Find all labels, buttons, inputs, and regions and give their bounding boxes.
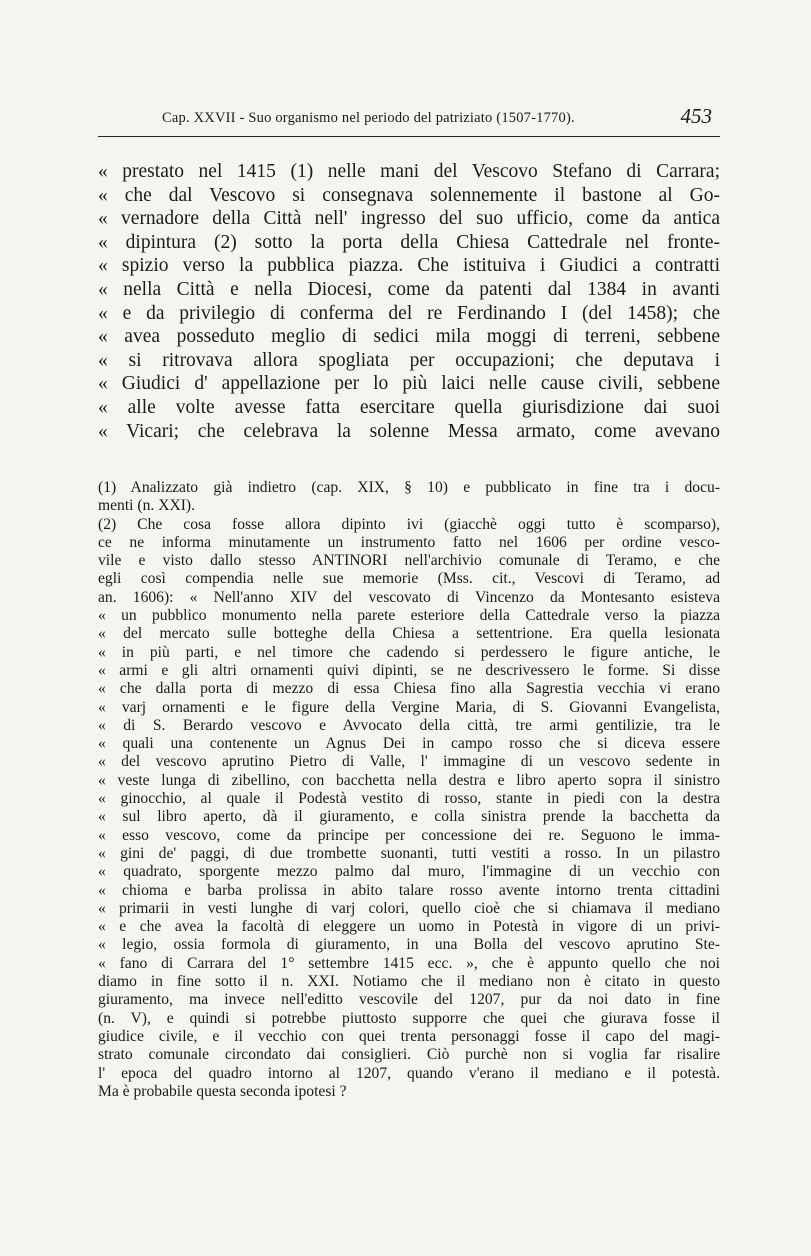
footnote-line: Ma è probabile questa seconda ipotesi ?	[98, 1082, 347, 1100]
footnote-line: « legio, ossia formola di giuramento, in una Bolla del vescovo aprutino Ste-	[98, 936, 720, 954]
footnote-line: (1) Analizzato già indietro (cap. XIX, § 10) e pubblicato in fine tra i docu-	[98, 479, 720, 496]
footnote-line: « chioma e barba prolissa in abito talare rosso avente intorno trenta cittadini	[98, 881, 720, 899]
footnote-line: « quadrato, sporgente mezzo palmo dal muro, l'immagine di un vecchio con	[98, 863, 720, 881]
footnote-line: « in più parti, e nel timore che cadendo si perdessero le figure antiche, le	[98, 643, 720, 661]
footnote-line: vile e visto dallo stesso ANTINORI nell'archivio comunale di Teramo, e che	[98, 552, 720, 570]
footnote-line: « gini de' paggi, di due trombette suonanti, tutti vestiti a rosso. In un pilastro	[98, 844, 720, 862]
footnote-line: « un pubblico monumento nella parete esteriore della Cattedrale verso la piazza	[98, 607, 720, 625]
text-line: « si ritrovava allora spogliata per occupazioni; che deputava i	[98, 349, 720, 371]
text-line: « vernadore della Città nell' ingresso del suo ufficio, come da antica	[98, 208, 720, 230]
footnote-line: « di S. Berardo vescovo e Avvocato della città, tre armi gentilizie, tra le	[98, 716, 720, 734]
footnote-line: « che dalla porta di mezzo di essa Chiesa fino alla Sagrestia vecchia vi erano	[98, 680, 720, 698]
footnote-line: « esso vescovo, come da principe per concessione dei re. Seguono le imma-	[98, 826, 720, 844]
footnote-line: giudice civile, e il vecchio con quei trenta personaggi fosse il capo del magi-	[98, 1027, 720, 1045]
text-line: « Giudici d' appellazione per lo più laici nelle cause civili, sebbene	[98, 373, 720, 395]
chapter-title: Cap. XXVII - Suo organismo nel periodo del patriziato (1507-1770).	[162, 110, 575, 126]
footnote-line: « del mercato sulle botteghe della Chiesa a settentrione. Era quella lesionata	[98, 625, 720, 643]
text-line: « alle volte avesse fatta esercitare quella giurisdizione dai suoi	[98, 396, 720, 418]
footnote-line: (2) Che cosa fosse allora dipinto ivi (giacchè oggi tutto è scomparso),	[98, 515, 720, 533]
footnote-line: « ginocchio, al quale il Podestà vestito di rosso, stante in piedi con la destra	[98, 790, 720, 808]
footnote-line: l' epoca del quadro intorno al 1207, quando v'erano il mediano e il potestà.	[98, 1064, 720, 1082]
main-text-block	[98, 160, 720, 443]
footnote-line: strato comunale circondato dai consiglieri. Ciò purchè non si voglia far risalire	[98, 1046, 720, 1064]
footnote-line: « primarii in vesti lunghe di varj colori, quello cioè che si chiamava il mediano	[98, 899, 720, 917]
footnote-line: (n. V), e quindi si potrebbe piuttosto supporre che quei che giurava fosse il	[98, 1009, 720, 1027]
text-line: « Vicari; che celebrava la solenne Messa armato, come avevano	[98, 420, 720, 442]
text-line: « avea posseduto meglio di sedici mila moggi di terreni, sebbene	[98, 326, 720, 348]
footnote-line: « quali una contenente un Agnus Dei in campo rosso che si diceva essere	[98, 735, 720, 753]
footnotes-block	[98, 479, 720, 1101]
footnote-line: « varj ornamenti e le figure della Vergine Maria, di S. Giovanni Evangelista,	[98, 698, 720, 716]
footnote-line: ce ne informa minutamente un instrumento fatto nel 1606 per ordine vesco-	[98, 533, 720, 551]
footnote-line: an. 1606): « Nell'anno XIV del vescovato di Vincenzo da Montesanto esisteva	[98, 588, 720, 606]
text-line: « e da privilegio di conferma del re Ferdinando I (del 1458); che	[98, 302, 720, 324]
footnote-line: « veste lunga di zibellino, con bacchetta nella destra e libro aperto sopra il sinistro	[98, 771, 720, 789]
text-line: « spizio verso la pubblica piazza. Che istituiva i Giudici a contratti	[98, 255, 720, 277]
footnote-line: « e che avea la facoltà di eleggere un uomo in Potestà in vigore di un privi-	[98, 918, 720, 936]
footnote-line: « sul libro aperto, dà il giuramento, e colla sinistra prende la bacchetta da	[98, 808, 720, 826]
footnote-line: egli così compendia nelle sue memorie (Mss. cit., Vescovi di Teramo, ad	[98, 570, 720, 588]
text-line: « prestato nel 1415 (1) nelle mani del Vescovo Stefano di Carrara;	[98, 161, 720, 182]
text-line: « che dal Vescovo si consegnava solennemente il bastone al Go-	[98, 184, 720, 206]
text-line: « nella Città e nella Diocesi, come da patenti dal 1384 in avanti	[98, 278, 720, 300]
running-header	[98, 100, 720, 137]
page-number: 453	[680, 104, 712, 128]
footnote-line: « fano di Carrara del 1° settembre 1415 ecc. », che è appunto quello che noi	[98, 954, 720, 972]
footnote-line: giuramento, ma invece nell'editto vescovile del 1207, pur da noi dato in fine	[98, 991, 720, 1009]
footnote-line: menti (n. XXI).	[98, 497, 196, 515]
footnote-line: diamo in fine sotto il n. XXI. Notiamo che il mediano non è citato in questo	[98, 973, 720, 991]
text-line: « dipintura (2) sotto la porta della Chiesa Cattedrale nel fronte-	[98, 231, 720, 253]
footnote-line: « armi e gli altri ornamenti quivi dipinti, se ne descrivessero le forme. Si disse	[98, 661, 720, 679]
footnote-line: « del vescovo aprutino Pietro di Valle, l' immagine di un vescovo sedente in	[98, 753, 720, 771]
